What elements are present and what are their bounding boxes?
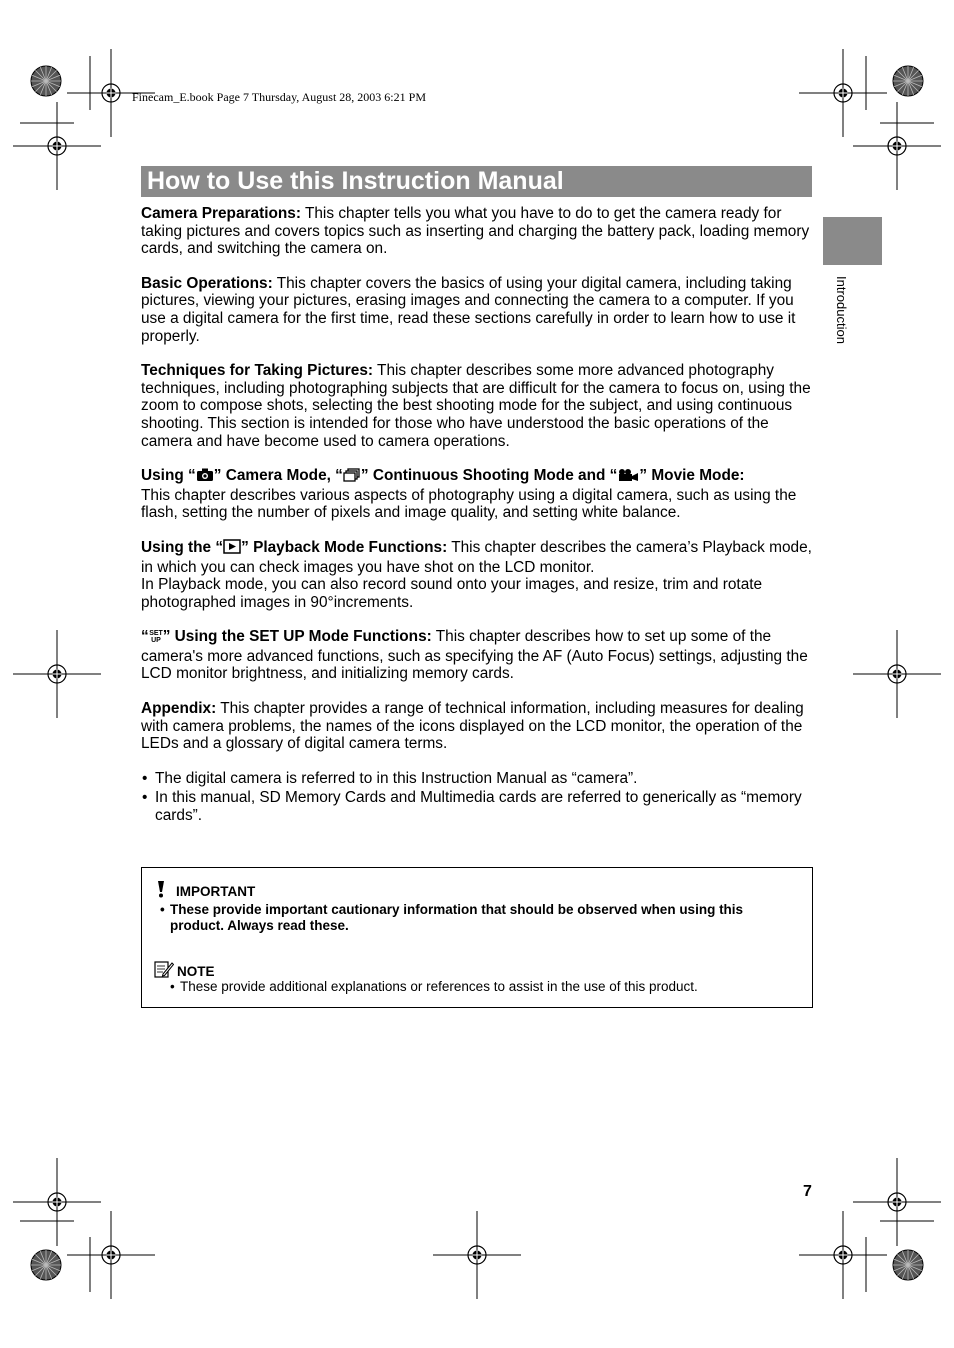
bullet-glyph: • xyxy=(170,979,175,994)
list-item: • The digital camera is referred to in this Instruction Manual as “camera”. xyxy=(141,770,813,788)
body-basic-operations: This chapter covers the basics of using your digital camera, including taking pictures, viewing your pictures, erasing images and connecting the camera to a computer. If you use a digital camera for the first time, read these sections carefully in order to learn how to use it properly. xyxy=(141,274,796,345)
continuous-mode-icon xyxy=(343,468,361,487)
note-icon xyxy=(154,960,174,981)
body-modes: This chapter describes various aspects of photography using a digital camera, such as using the flash, setting the number of pixels and image quality, and setting white balance. xyxy=(141,486,797,522)
note-label: NOTE xyxy=(177,964,215,979)
setup-mode-icon xyxy=(149,628,163,648)
heading-playback xyxy=(141,539,447,556)
print-header-stamp: Finecam_E.book Page 7 Thursday, August 28, 2003 6:21 PM xyxy=(132,90,426,104)
body-playback: This chapter describes the camera’s Playback mode, in which you can check images you have shot on the LCD monitor. xyxy=(141,538,812,576)
section-tab-marker xyxy=(823,217,882,265)
heading-camera-preparations: Camera Preparations: xyxy=(141,205,301,222)
important-icon xyxy=(156,880,166,901)
title-bar xyxy=(141,166,812,197)
paragraph-setup xyxy=(141,628,813,683)
paragraph-basic-operations xyxy=(141,275,813,345)
heading-modes-part-b: ” Camera Mode, “ xyxy=(213,467,343,485)
important-text xyxy=(160,902,790,934)
heading-modes xyxy=(141,467,745,484)
body-setup: This chapter describes how to set up some of the camera's more advanced functions, such as specifying the AF (Auto Focus) settings, adjusting the LCD monitor brightness, and initializing memory cards. xyxy=(141,628,808,683)
heading-modes-part-d: ” Movie Mode: xyxy=(639,467,745,485)
svg-text:UP: UP xyxy=(150,637,161,644)
heading-techniques: Techniques for Taking Pictures: xyxy=(141,362,374,380)
paragraph-playback xyxy=(141,539,813,611)
list-item: • In this manual, SD Memory Cards and Multimedia cards are referred to generically as “memory cards”. xyxy=(141,789,813,824)
body-playback-2: In Playback mode, you can also record sound onto your images, and resize, trim and rotate photographed images in 90°increments. xyxy=(141,576,763,611)
paragraph-modes xyxy=(141,467,813,522)
body-appendix: This chapter provides a range of technical information, including measures for dealing with camera problems, the names of the icons displayed on the LCD monitor, the operation of the LEDs and a glossary of digital camera terms. xyxy=(141,700,804,753)
page-number: 7 xyxy=(803,1183,812,1200)
section-tab-label: Introduction xyxy=(834,276,849,344)
paragraph-techniques xyxy=(141,362,813,450)
heading-modes-part-c: ” Continuous Shooting Mode and “ xyxy=(360,467,618,485)
paragraph-appendix xyxy=(141,700,813,753)
heading-appendix: Appendix: xyxy=(141,700,217,718)
heading-basic-operations: Basic Operations: xyxy=(141,274,273,292)
main-content xyxy=(141,205,813,827)
body-techniques: This chapter describes some more advanced photography techniques, including photographing subjects that are difficult for the camera to focus on, using the zoom to compose shots, selecting the best shooting mode for the subject, and using continuous shooting. This section is intended for those who have understood the basic operations of the camera and have become used to camera operations. xyxy=(141,362,811,450)
heading-setup-part-a: “ xyxy=(141,628,149,646)
note-text xyxy=(170,979,800,995)
page-title: How to Use this Instruction Manual xyxy=(147,167,564,195)
movie-mode-icon xyxy=(617,468,639,487)
body-camera-preparations: This chapter tells you what you have to do to get the camera ready for taking pictures and covers topics such as inserting and charging the battery pack, loading memory cards, and switching the camera on. xyxy=(141,205,810,258)
important-body: These provide important cautionary information that should be observed when using this product. Always read these. xyxy=(170,902,744,933)
svg-text:SET: SET xyxy=(148,630,163,638)
heading-setup xyxy=(141,628,432,645)
notes-list xyxy=(141,770,813,825)
heading-setup-part-b: ” Using the SET UP Mode Functions: xyxy=(162,628,432,646)
heading-playback-part-b: ” Playback Mode Functions: xyxy=(241,538,448,556)
playback-mode-icon xyxy=(223,539,241,559)
heading-modes-part-a: Using “ xyxy=(141,467,196,485)
camera-mode-icon xyxy=(196,467,214,487)
note-body: These provide additional explanations or references to assist in the use of this product. xyxy=(180,979,698,994)
heading-playback-part-a: Using the “ xyxy=(141,538,224,556)
important-label: IMPORTANT xyxy=(176,884,256,899)
important-heading xyxy=(156,880,255,901)
note-heading xyxy=(154,960,215,981)
important-note-box xyxy=(141,867,813,1008)
paragraph-camera-preparations xyxy=(141,205,813,258)
bullet-glyph: • xyxy=(160,902,165,917)
